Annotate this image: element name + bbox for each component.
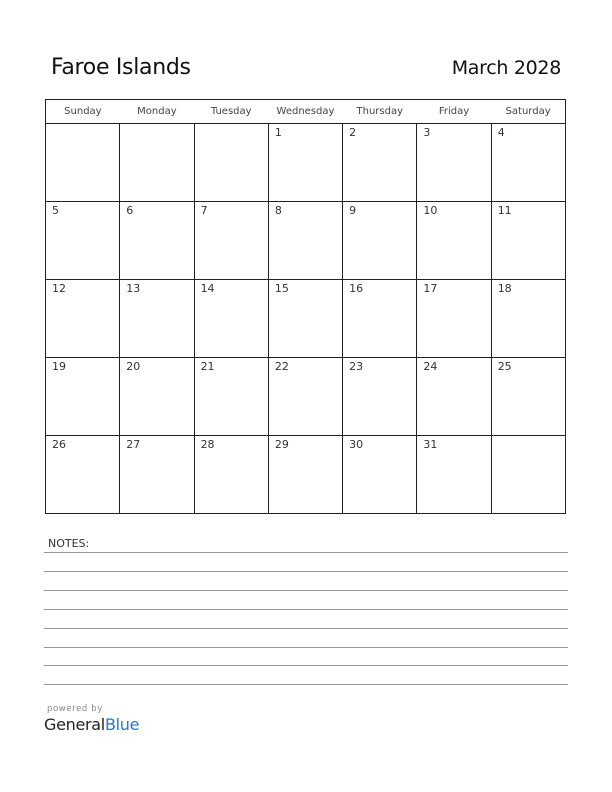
day-cell	[491, 124, 565, 202]
weekday-tuesday: Tuesday	[194, 100, 268, 124]
brand-general-text: General	[44, 715, 105, 734]
day-number: 30	[349, 438, 364, 451]
day-cell	[194, 436, 268, 514]
note-line	[44, 647, 568, 648]
day-cell	[343, 436, 417, 514]
day-cell	[343, 280, 417, 358]
day-cell	[120, 124, 194, 202]
day-cell	[46, 436, 120, 514]
day-number: 4	[497, 126, 505, 139]
day-cell	[268, 202, 342, 280]
generalblue-logo	[44, 704, 139, 734]
day-number: 3	[423, 126, 431, 139]
day-number: 15	[274, 282, 289, 295]
calendar-month-title: March 2028	[451, 57, 561, 79]
day-cell	[46, 124, 120, 202]
weekday-sunday: Sunday	[46, 100, 120, 124]
week-row	[46, 280, 566, 358]
day-number: 19	[52, 360, 66, 373]
day-number	[120, 124, 193, 126]
note-line	[44, 628, 568, 629]
day-number: 26	[52, 438, 66, 451]
day-number: 12	[52, 282, 66, 295]
day-cell	[343, 202, 417, 280]
day-cell	[491, 202, 565, 280]
day-number: 16	[349, 282, 364, 295]
day-number: 22	[274, 360, 289, 373]
day-number: 27	[126, 438, 141, 451]
day-cell	[268, 358, 342, 436]
day-cell	[417, 280, 491, 358]
day-number: 5	[52, 204, 59, 217]
day-number: 23	[349, 360, 364, 373]
day-cell	[491, 436, 565, 514]
week-row	[46, 436, 566, 514]
brand-name	[44, 715, 139, 734]
day-cell	[46, 202, 120, 280]
weekday-header-row	[46, 100, 566, 124]
note-line	[44, 665, 568, 666]
note-line	[44, 590, 568, 591]
day-number: 24	[423, 360, 438, 373]
weekday-friday: Friday	[417, 100, 491, 124]
day-number: 20	[126, 360, 141, 373]
day-cell	[268, 124, 342, 202]
day-cell	[491, 358, 565, 436]
day-number: 31	[423, 438, 438, 451]
note-line	[44, 609, 568, 610]
day-cell	[194, 124, 268, 202]
week-row	[46, 124, 566, 202]
day-cell	[120, 436, 194, 514]
weekday-monday: Monday	[120, 100, 194, 124]
day-cell	[194, 280, 268, 358]
note-line	[44, 552, 568, 553]
day-number: 29	[274, 438, 289, 451]
day-number: 7	[200, 204, 208, 217]
day-number: 11	[497, 204, 512, 217]
day-number: 8	[274, 204, 282, 217]
day-cell	[194, 202, 268, 280]
day-cell	[343, 124, 417, 202]
powered-by-text: powered by	[47, 704, 103, 714]
day-number: 14	[200, 282, 215, 295]
note-line	[44, 571, 568, 572]
day-number: 13	[126, 282, 141, 295]
day-cell	[120, 202, 194, 280]
notes-label: NOTES:	[48, 537, 90, 550]
day-cell	[417, 436, 491, 514]
day-cell	[417, 124, 491, 202]
day-number: 28	[200, 438, 215, 451]
brand-blue-text: Blue	[104, 715, 140, 734]
calendar-country-title: Faroe Islands	[51, 55, 191, 80]
day-cell	[268, 280, 342, 358]
note-line	[44, 684, 568, 685]
day-cell	[194, 358, 268, 436]
day-number	[195, 124, 268, 126]
day-cell	[268, 436, 342, 514]
day-number: 18	[497, 282, 512, 295]
day-cell	[120, 358, 194, 436]
weekday-wednesday: Wednesday	[268, 100, 342, 124]
day-number: 9	[349, 204, 357, 217]
day-number	[492, 436, 565, 438]
day-number: 25	[497, 360, 512, 373]
day-number	[46, 124, 119, 126]
week-row	[46, 202, 566, 280]
day-number: 10	[423, 204, 438, 217]
day-cell	[120, 280, 194, 358]
day-cell	[417, 358, 491, 436]
weekday-saturday: Saturday	[491, 100, 565, 124]
day-cell	[417, 202, 491, 280]
day-number: 17	[423, 282, 438, 295]
week-row	[46, 358, 566, 436]
day-number: 2	[349, 126, 357, 139]
weekday-thursday: Thursday	[343, 100, 417, 124]
day-number: 1	[274, 126, 282, 139]
day-cell	[46, 280, 120, 358]
calendar-grid	[45, 99, 566, 514]
day-cell	[46, 358, 120, 436]
day-number: 6	[126, 204, 134, 217]
day-cell	[491, 280, 565, 358]
day-cell	[343, 358, 417, 436]
day-number: 21	[200, 360, 215, 373]
